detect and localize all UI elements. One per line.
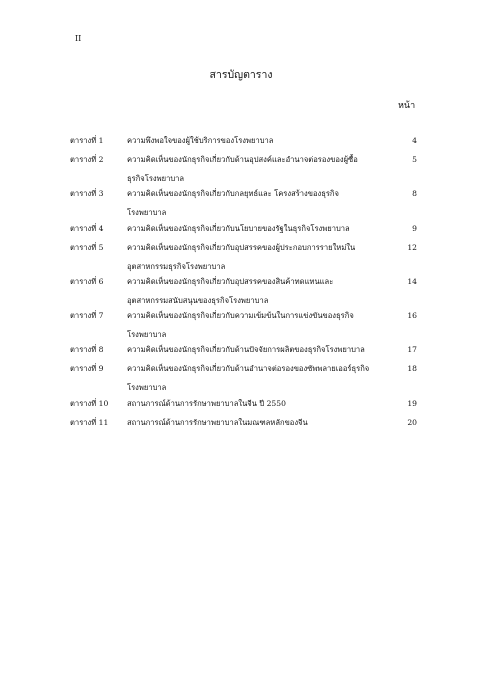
toc-entry-title-line: โรงพยาบาล (127, 208, 167, 217)
toc-entry-page: 19 (407, 399, 417, 408)
toc-entry-title-line: ความคิดเห็นของนักธุรกิจเกี่ยวกับอุปสรรคของผู้ประกอบการรายใหม่ใน (127, 243, 356, 252)
toc-entry-title (127, 131, 397, 150)
toc-entry-title (127, 272, 397, 310)
toc-entry-title-line: ความคิดเห็นของนักธุรกิจเกี่ยวกับความเข้มข้นในการแข่งขันของธุรกิจ (127, 311, 354, 320)
toc-entry-page: 8 (412, 189, 417, 198)
toc-entry-label: ตารางที่ 11 (70, 418, 109, 427)
toc-entry-title (127, 359, 397, 397)
toc-entry-title (127, 184, 397, 222)
toc-entry-label: ตารางที่ 1 (70, 136, 104, 145)
toc-entry-title (127, 306, 397, 344)
page-title: สารบัญตาราง (209, 69, 273, 81)
toc-entry-label: ตารางที่ 2 (70, 155, 104, 164)
toc-entry-title-line: สถานการณ์ด้านการรักษาพยาบาลในจีน ปี 2550 (127, 399, 286, 408)
toc-entry-label: ตารางที่ 6 (70, 277, 104, 286)
toc-entry-title (127, 394, 397, 413)
toc-entry-title-line: สถานการณ์ด้านการรักษาพยาบาลในมณฑลหลักของจีน (127, 418, 308, 427)
toc-entry-title-line: ความคิดเห็นของนักธุรกิจเกี่ยวกับด้านอุปสงค์และอำนาจต่อรองของผู้ซื้อ (127, 155, 358, 164)
toc-entry-title-line: ความคิดเห็นของนักธุรกิจเกี่ยวกับกลยุทธ์และ โครงสร้างของธุรกิจ (127, 189, 339, 198)
toc-entry-page: 14 (407, 277, 417, 286)
page-column-header: หน้า (398, 101, 416, 111)
toc-entry-title-line: ความคิดเห็นของนักธุรกิจเกี่ยวกับอุปสรรคของสินค้าทดแทนและ (127, 277, 334, 286)
toc-entry-title-line: อุตสาหกรรมสนับสนุนของธุรกิจโรงพยาบาล (127, 296, 269, 305)
toc-entry-label: ตารางที่ 8 (70, 345, 104, 354)
toc-entry-title-line: อุตสาหกรรมธุรกิจโรงพยาบาล (127, 262, 226, 271)
toc-entry-title-line: ความพึงพอใจของผู้ใช้บริการของโรงพยาบาล (127, 136, 274, 145)
toc-entry-title-line: ธุรกิจโรงพยาบาล (127, 174, 185, 183)
toc-entry-title (127, 150, 397, 188)
page-number: II (75, 34, 82, 43)
toc-entry-title (127, 340, 397, 359)
toc-entry-label: ตารางที่ 3 (70, 189, 104, 198)
toc-entry-page: 17 (407, 345, 417, 354)
toc-entry-page: 9 (412, 224, 417, 233)
toc-entry-title (127, 413, 397, 432)
toc-entry-page: 12 (407, 243, 417, 252)
toc-entry-title-line: โรงพยาบาล (127, 330, 167, 339)
toc-entry-page: 5 (412, 155, 417, 164)
toc-entry-label: ตารางที่ 9 (70, 364, 104, 373)
toc-entry-label: ตารางที่ 5 (70, 243, 104, 252)
toc-entry-label: ตารางที่ 7 (70, 311, 104, 320)
toc-entry-page: 4 (412, 136, 417, 145)
toc-entry-label: ตารางที่ 4 (70, 224, 104, 233)
toc-entry-page: 16 (407, 311, 417, 320)
toc-entry-title (127, 219, 397, 238)
toc-entry-page: 20 (407, 418, 417, 427)
toc-entry-label: ตารางที่ 10 (70, 399, 109, 408)
toc-entry-title-line: ความคิดเห็นของนักธุรกิจเกี่ยวกับด้านปัจจัยการผลิตของธุรกิจโรงพยาบาล (127, 345, 365, 354)
toc-entry-page: 18 (407, 364, 417, 373)
toc-entry-title-line: โรงพยาบาล (127, 383, 167, 392)
toc-entry-title-line: ความคิดเห็นของนักธุรกิจเกี่ยวกับด้านอำนาจต่อรองของซัพพลายเออร์ธุรกิจ (127, 364, 370, 373)
toc-entry-title-line: ความคิดเห็นของนักธุรกิจเกี่ยวกับนโยบายของรัฐในธุรกิจโรงพยาบาล (127, 224, 350, 233)
toc-entry-title (127, 238, 397, 276)
